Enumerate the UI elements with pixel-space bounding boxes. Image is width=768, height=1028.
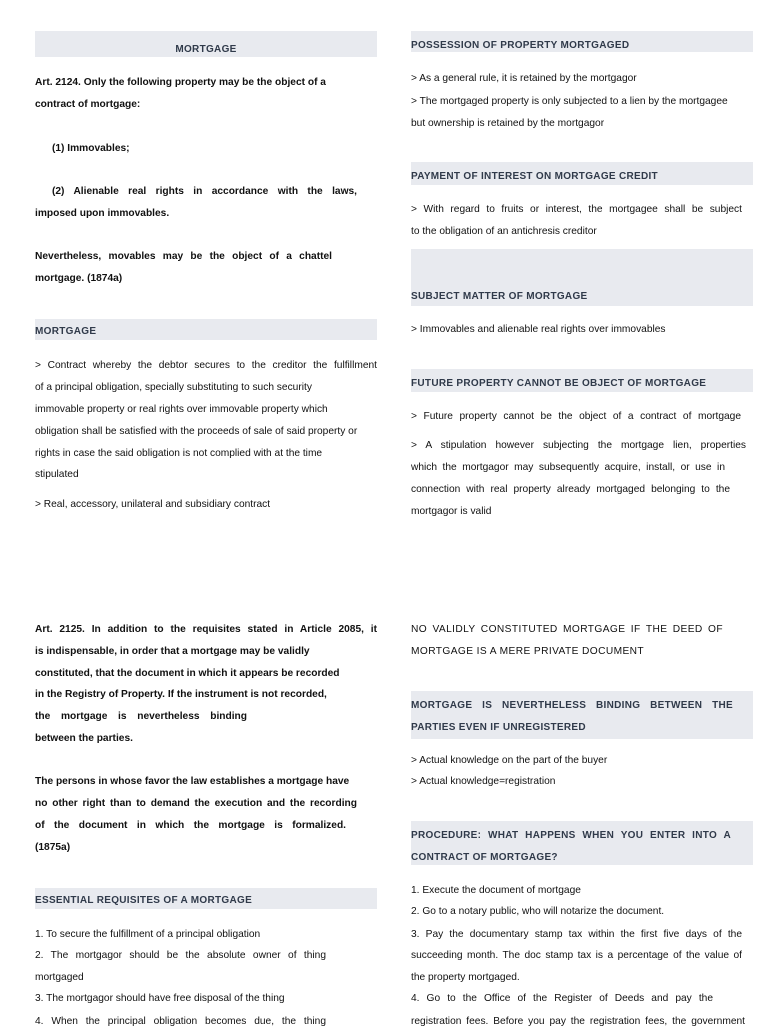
mortgage-heading-bar [35, 319, 377, 340]
mortgage-title: MORTGAGE [175, 44, 237, 55]
future-item: connection with real property already mortgaged belonging to the [411, 484, 730, 495]
subject-item: > Immovables and alienable real rights over immovables [411, 324, 666, 335]
mortgage-title-bar [35, 31, 377, 57]
procedure-item: the property mortgaged. [411, 972, 520, 983]
procedure-heading-bar [411, 821, 753, 865]
essential-item: 2. The mortgagor should be the absolute owner of thing [35, 950, 326, 961]
art2124-line: (2) Alienable real rights in accordance with the laws, [52, 186, 357, 197]
essential-item: 1. To secure the fulfillment of a principal obligation [35, 929, 261, 940]
art2125-line: Art. 2125. In addition to the requisites stated in Article 2085, it [35, 624, 377, 635]
art2124-line: imposed upon immovables. [35, 208, 170, 219]
binding-heading-line: MORTGAGE IS NEVERTHELESS BINDING BETWEEN THE [411, 700, 733, 711]
procedure-item: 3. Pay the documentary stamp tax within the first five days of the [411, 929, 742, 940]
novalid-heading-line: MORTGAGE IS A MERE PRIVATE DOCUMENT [411, 646, 645, 657]
procedure-item: 2. Go to a notary public, who will notarize the document. [411, 906, 665, 917]
art2125-line: is indispensable, in order that a mortgage may be validly [35, 646, 310, 657]
future-item: mortgagor is valid [411, 506, 492, 517]
art2125-line: the mortgage is nevertheless binding [35, 711, 247, 722]
subject-heading-bar [411, 249, 753, 306]
essential-heading: ESSENTIAL REQUISITES OF A MORTGAGE [35, 895, 253, 906]
possession-item: but ownership is retained by the mortgagor [411, 118, 605, 129]
subject-heading: SUBJECT MATTER OF MORTGAGE [411, 291, 588, 302]
possession-heading: POSSESSION OF PROPERTY MORTGAGED [411, 40, 630, 51]
art2124-line: contract of mortgage: [35, 99, 141, 110]
art2125-line: no other right than to demand the execution and the recording [35, 798, 357, 809]
binding-heading-line: PARTIES EVEN IF UNREGISTERED [411, 722, 586, 733]
essential-item: 3. The mortgagor should have free disposal of the thing [35, 993, 285, 1004]
payment-heading-bar [411, 162, 753, 185]
mortgage-def-line: > Real, accessory, unilateral and subsidiary contract [35, 499, 271, 510]
procedure-item: 4. Go to the Office of the Register of Deeds and pay the [411, 993, 713, 1004]
essential-item: 4. When the principal obligation becomes due, the thing [35, 1016, 326, 1027]
art2125-line: in the Registry of Property. If the instrument is not recorded, [35, 689, 327, 700]
art2125-line: (1875a) [35, 842, 71, 853]
procedure-item: registration fees. Before you pay the registration fees, the government [411, 1016, 745, 1027]
mortgage-def-line: rights in case the said obligation is not complied with at the time [35, 448, 323, 459]
mortgage-def-line: > Contract whereby the debtor secures to the creditor the fulfillment [35, 360, 377, 371]
art2125-line: of the document in which the mortgage is formalized. [35, 820, 346, 831]
payment-heading: PAYMENT OF INTEREST ON MORTGAGE CREDIT [411, 171, 658, 182]
art2124-line: (1) Immovables; [52, 143, 130, 154]
binding-heading-bar [411, 691, 753, 739]
art2124-line: Nevertheless, movables may be the object of a chattel [35, 251, 332, 262]
novalid-heading-line: NO VALIDLY CONSTITUTED MORTGAGE IF THE DEED OF [411, 624, 723, 635]
payment-item: to the obligation of an antichresis creditor [411, 226, 597, 237]
future-item: which the mortgagor may subsequently acquire, install, or use in [411, 462, 725, 473]
essential-item: mortgaged [35, 972, 84, 983]
binding-item: > Actual knowledge=registration [411, 776, 556, 787]
art2124-line: Art. 2124. Only the following property may be the object of a [35, 77, 326, 88]
mortgage-def-line: of a principal obligation, specially substituting to such security [35, 382, 312, 393]
future-item: > A stipulation however subjecting the mortgage lien, properties [411, 440, 746, 451]
future-item: > Future property cannot be the object of a contract of mortgage [411, 411, 741, 422]
procedure-item: succeeding month. The doc stamp tax is a percentage of the value of [411, 950, 742, 961]
possession-item: > As a general rule, it is retained by the mortgagor [411, 73, 637, 84]
possession-heading-bar [411, 31, 753, 52]
mortgage-def-line: immovable property or real rights over immovable property which [35, 404, 328, 415]
possession-item: > The mortgaged property is only subjected to a lien by the mortgagee [411, 96, 728, 107]
art2124-line: mortgage. (1874a) [35, 273, 123, 284]
procedure-heading-line: PROCEDURE: WHAT HAPPENS WHEN YOU ENTER INTO A [411, 830, 731, 841]
procedure-heading-line: CONTRACT OF MORTGAGE? [411, 852, 558, 863]
binding-item: > Actual knowledge on the part of the buyer [411, 755, 608, 766]
mortgage-heading: MORTGAGE [35, 326, 97, 337]
mortgage-def-line: stipulated [35, 469, 79, 480]
art2125-line: between the parties. [35, 733, 133, 744]
future-heading: FUTURE PROPERTY CANNOT BE OBJECT OF MORTGAGE [411, 378, 707, 389]
art2125-line: constituted, that the document in which it appears be recorded [35, 668, 340, 679]
mortgage-def-line: obligation shall be satisfied with the proceeds of sale of said property or [35, 426, 358, 437]
procedure-item: 1. Execute the document of mortgage [411, 885, 581, 896]
payment-item: > With regard to fruits or interest, the mortgagee shall be subject [411, 204, 742, 215]
future-heading-bar [411, 369, 753, 392]
essential-heading-bar [35, 888, 377, 909]
art2125-line: The persons in whose favor the law establishes a mortgage have [35, 776, 350, 787]
